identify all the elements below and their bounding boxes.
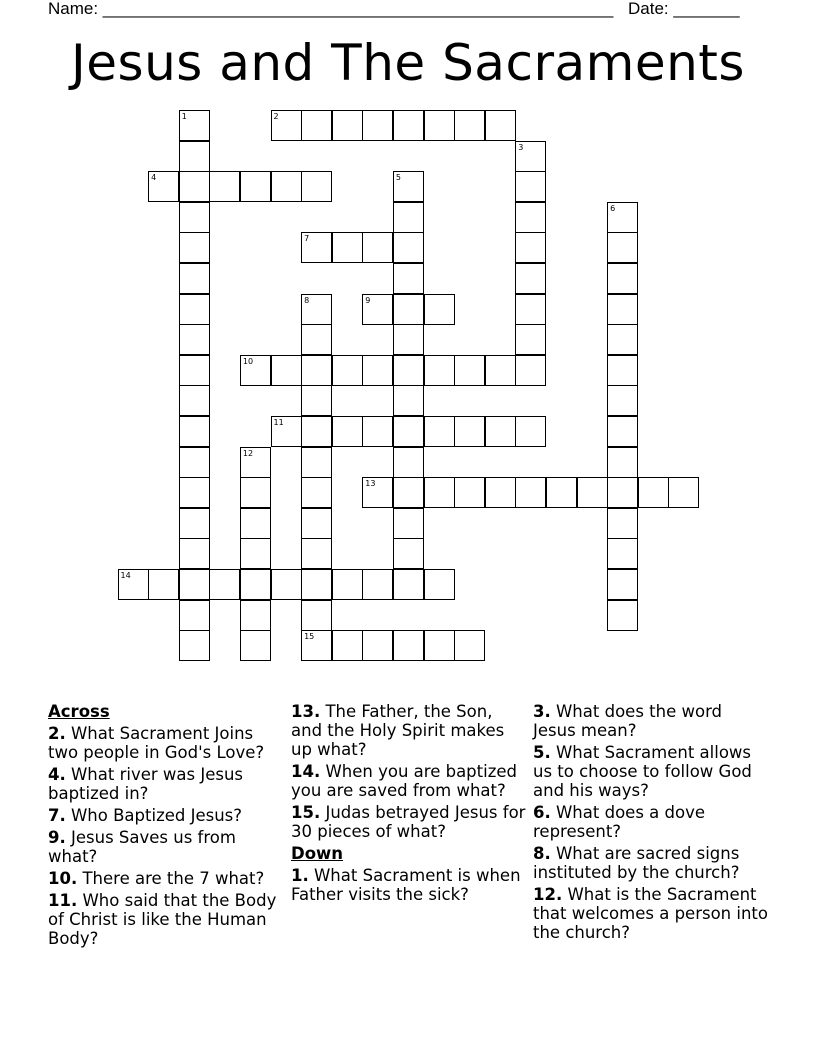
grid-cell[interactable] <box>362 355 393 386</box>
down-heading: Down <box>291 844 344 863</box>
grid-cell[interactable] <box>179 263 210 294</box>
clue-number: 6 <box>610 203 616 213</box>
grid-cell[interactable] <box>424 294 455 325</box>
grid-cell[interactable] <box>485 355 516 386</box>
clue-number: 10. <box>48 869 78 888</box>
clue-text: The Father, the Son, and the Holy Spirit makes up what? <box>291 702 505 759</box>
grid-cell[interactable] <box>362 630 393 661</box>
grid-cell[interactable] <box>454 355 485 386</box>
clue-text: What does the word Jesus mean? <box>533 702 723 740</box>
grid-cell[interactable] <box>393 416 424 447</box>
grid-cell[interactable] <box>454 416 485 447</box>
grid-cell[interactable] <box>179 477 210 508</box>
grid-cell[interactable] <box>515 294 546 325</box>
grid-cell[interactable] <box>271 110 302 141</box>
clue-number: 12. <box>533 885 563 904</box>
grid-cell[interactable] <box>332 355 363 386</box>
grid-cell[interactable] <box>179 600 210 631</box>
clue-number: 2. <box>48 724 66 743</box>
grid-cell[interactable] <box>332 232 363 263</box>
clue-number: 9. <box>48 828 66 847</box>
grid-cell[interactable] <box>515 202 546 233</box>
grid-cell[interactable] <box>393 569 424 600</box>
grid-cell[interactable] <box>301 171 332 202</box>
grid-cell[interactable] <box>362 569 393 600</box>
grid-cell[interactable] <box>393 385 424 416</box>
grid-cell[interactable] <box>301 232 332 263</box>
grid-cell[interactable] <box>179 110 210 141</box>
grid-cell[interactable] <box>607 447 638 478</box>
grid-cell[interactable] <box>515 355 546 386</box>
grid-cell[interactable] <box>577 477 608 508</box>
clue-number: 6. <box>533 803 551 822</box>
clue-number: 1 <box>181 112 187 121</box>
down-clue-list <box>291 866 526 904</box>
across-clue-list <box>48 724 283 948</box>
grid-cell[interactable] <box>362 294 393 325</box>
clue-text: What river was Jesus baptized in? <box>48 765 244 803</box>
clue-number: 13. <box>291 702 321 721</box>
across-heading: Across <box>48 702 110 721</box>
grid-cell[interactable] <box>240 508 271 539</box>
clue <box>291 866 526 904</box>
grid-cell[interactable] <box>424 416 455 447</box>
grid-cell[interactable] <box>393 477 424 508</box>
grid-cell[interactable] <box>515 477 546 508</box>
grid-cell[interactable] <box>485 477 516 508</box>
clue-number: 13 <box>365 479 376 489</box>
grid-cell[interactable] <box>301 600 332 631</box>
grid-cell[interactable] <box>301 569 332 600</box>
grid-cell[interactable] <box>668 477 699 508</box>
grid-cell[interactable] <box>179 508 210 539</box>
grid-cell[interactable] <box>301 324 332 355</box>
grid-cell[interactable] <box>393 110 424 141</box>
grid-cell[interactable] <box>271 416 302 447</box>
grid-cell[interactable] <box>301 447 332 478</box>
clue-number: 4. <box>48 765 66 784</box>
grid-cell[interactable] <box>393 355 424 386</box>
grid-cell[interactable] <box>424 355 455 386</box>
clue-number: 7 <box>304 234 310 244</box>
clue-text: Jesus Saves us from what? <box>48 828 236 866</box>
clue-number: 11 <box>273 418 284 427</box>
grid-cell[interactable] <box>424 630 455 661</box>
grid-cell[interactable] <box>301 385 332 416</box>
grid-cell[interactable] <box>148 569 179 600</box>
grid-cell[interactable] <box>607 263 638 294</box>
down-clue-list-continued <box>533 702 768 942</box>
clue <box>291 803 526 841</box>
clue-number: 9 <box>365 295 371 305</box>
grid-cell[interactable] <box>301 538 332 569</box>
grid-cell[interactable] <box>607 508 638 539</box>
grid-cell[interactable] <box>485 110 516 141</box>
clue <box>48 765 283 803</box>
grid-cell[interactable] <box>393 263 424 294</box>
grid-cell[interactable] <box>179 141 210 172</box>
clue-number: 7. <box>48 806 66 825</box>
grid-cell[interactable] <box>301 508 332 539</box>
clue <box>48 828 283 866</box>
clue <box>48 806 283 825</box>
grid-cell[interactable] <box>424 477 455 508</box>
grid-cell[interactable] <box>332 110 363 141</box>
grid-cell[interactable] <box>179 202 210 233</box>
grid-cell[interactable] <box>393 324 424 355</box>
grid-cell[interactable] <box>393 294 424 325</box>
clue-number: 15. <box>291 803 321 822</box>
clue-number: 14. <box>291 762 321 781</box>
clue <box>533 702 768 740</box>
clue-number: 5. <box>533 743 551 762</box>
grid-cell[interactable] <box>515 263 546 294</box>
grid-cell[interactable] <box>362 416 393 447</box>
clues-column-2 <box>291 702 526 907</box>
grid-cell[interactable] <box>546 477 577 508</box>
clue-text: What is the Sacrament that welcomes a person into the church? <box>533 885 768 942</box>
grid-cell[interactable] <box>485 416 516 447</box>
clue-number: 14 <box>120 571 131 580</box>
date-field-label: Date: _______ <box>628 0 740 18</box>
grid-cell[interactable] <box>179 355 210 386</box>
grid-cell[interactable] <box>209 569 240 600</box>
grid-cell[interactable] <box>393 538 424 569</box>
grid-cell[interactable] <box>271 569 302 600</box>
clue-number: 4 <box>151 173 157 183</box>
clue-text: There are the 7 what? <box>77 869 265 888</box>
clue-number: 11. <box>48 891 78 910</box>
grid-cell[interactable] <box>393 202 424 233</box>
clue <box>48 724 283 762</box>
grid-cell[interactable] <box>179 630 210 661</box>
grid-cell[interactable] <box>179 385 210 416</box>
grid-cell[interactable] <box>240 477 271 508</box>
grid-cell[interactable] <box>240 569 271 600</box>
clue-number: 12 <box>242 448 254 458</box>
grid-cell[interactable] <box>607 385 638 416</box>
clue-text: What Sacrament is when Father visits the sick? <box>291 866 521 904</box>
clue-number: 3 <box>518 142 524 152</box>
grid-cell[interactable] <box>240 447 271 478</box>
clue-text: What are sacred signs instituted by the church? <box>533 844 740 882</box>
grid-cell[interactable] <box>454 630 485 661</box>
grid-cell[interactable] <box>148 171 179 202</box>
grid-cell[interactable] <box>301 294 332 325</box>
grid-cell[interactable] <box>607 324 638 355</box>
clue <box>533 844 768 882</box>
clue-number: 1. <box>291 866 309 885</box>
clue-number: 10 <box>242 356 254 366</box>
grid-cell[interactable] <box>209 171 240 202</box>
grid-cell[interactable] <box>362 110 393 141</box>
grid-cell[interactable] <box>638 477 669 508</box>
clues-column-1 <box>48 702 283 951</box>
clue-number: 8. <box>533 844 551 863</box>
grid-cell[interactable] <box>179 324 210 355</box>
clue-text: What Sacrament allows us to choose to follow God and his ways? <box>533 743 752 800</box>
clue-text: Judas betrayed Jesus for 30 pieces of what? <box>291 803 526 841</box>
clue-text: What Sacrament Joins two people in God's Love? <box>48 724 265 762</box>
grid-cell[interactable] <box>179 569 210 600</box>
clue-text: What does a dove represent? <box>533 803 705 841</box>
grid-cell[interactable] <box>240 600 271 631</box>
grid-cell[interactable] <box>607 294 638 325</box>
grid-cell[interactable] <box>179 538 210 569</box>
grid-cell[interactable] <box>424 569 455 600</box>
clue <box>291 762 526 800</box>
grid-cell[interactable] <box>393 171 424 202</box>
grid-cell[interactable] <box>607 202 638 233</box>
grid-cell[interactable] <box>179 294 210 325</box>
grid-cell[interactable] <box>393 508 424 539</box>
grid-cell[interactable] <box>179 447 210 478</box>
grid-cell[interactable] <box>515 232 546 263</box>
grid-cell[interactable] <box>393 630 424 661</box>
grid-cell[interactable] <box>515 416 546 447</box>
grid-cell[interactable] <box>301 355 332 386</box>
clue-number: 8 <box>304 295 310 305</box>
grid-cell[interactable] <box>301 630 332 661</box>
clue-number: 2 <box>273 112 279 121</box>
grid-cell[interactable] <box>607 569 638 600</box>
clue <box>48 869 283 888</box>
grid-cell[interactable] <box>393 232 424 263</box>
grid-cell[interactable] <box>424 110 455 141</box>
clue-number: 15 <box>304 632 315 642</box>
grid-cell[interactable] <box>607 232 638 263</box>
grid-cell[interactable] <box>301 416 332 447</box>
page-title: Jesus and The Sacraments <box>71 34 745 92</box>
grid-cell[interactable] <box>179 416 210 447</box>
grid-cell[interactable] <box>240 355 271 386</box>
clue <box>48 891 283 948</box>
grid-cell[interactable] <box>332 569 363 600</box>
grid-cell[interactable] <box>607 416 638 447</box>
grid-cell[interactable] <box>179 232 210 263</box>
clue <box>533 885 768 942</box>
grid-cell[interactable] <box>607 355 638 386</box>
clue-text: Who Baptized Jesus? <box>65 806 243 825</box>
grid-cell[interactable] <box>271 355 302 386</box>
clue-number: 5 <box>395 173 401 183</box>
grid-cell[interactable] <box>607 538 638 569</box>
across-clue-list-continued <box>291 702 526 841</box>
grid-cell[interactable] <box>362 477 393 508</box>
clue-text: When you are baptized you are saved from what? <box>291 762 517 800</box>
grid-cell[interactable] <box>362 232 393 263</box>
clue-text: Who said that the Body of Christ is like the Human Body? <box>48 891 277 948</box>
grid-cell[interactable] <box>515 141 546 172</box>
grid-cell[interactable] <box>332 630 363 661</box>
grid-cell[interactable] <box>607 477 638 508</box>
name-field-label: Name: ______________________________________________________ <box>48 0 614 18</box>
grid-cell[interactable] <box>454 477 485 508</box>
grid-cell[interactable] <box>607 600 638 631</box>
grid-cell[interactable] <box>301 477 332 508</box>
grid-cell[interactable] <box>515 171 546 202</box>
clue <box>533 743 768 800</box>
grid-cell[interactable] <box>240 171 271 202</box>
clue-number: 3. <box>533 702 551 721</box>
grid-cell[interactable] <box>240 538 271 569</box>
clue <box>533 803 768 841</box>
grid-cell[interactable] <box>179 171 210 202</box>
grid-cell[interactable] <box>271 171 302 202</box>
grid-cell[interactable] <box>301 110 332 141</box>
grid-cell[interactable] <box>118 569 149 600</box>
grid-cell[interactable] <box>515 324 546 355</box>
grid-cell[interactable] <box>393 447 424 478</box>
clue <box>291 702 526 759</box>
grid-cell[interactable] <box>332 416 363 447</box>
grid-cell[interactable] <box>454 110 485 141</box>
grid-cell[interactable] <box>240 630 271 661</box>
clues-column-3 <box>533 702 768 945</box>
